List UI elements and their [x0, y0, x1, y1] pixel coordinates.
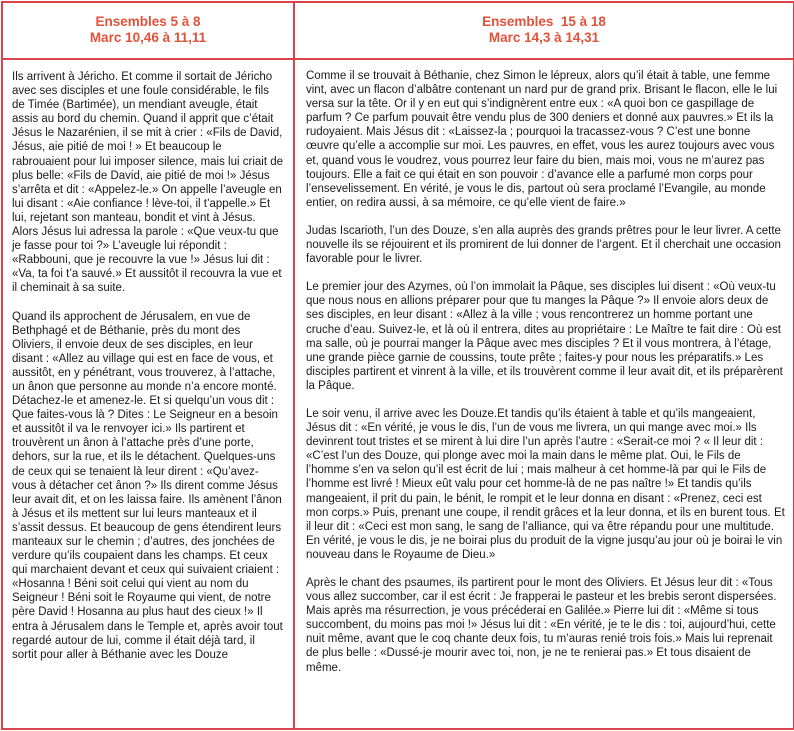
right-paragraph-mount-olives: Après le chant des psaumes, ils partirent pour le mont des Oliviers. Et Jésus leur dit : «Tous vous allez succomber, car il est écrit : Je frapperai le pasteur et les brebis seront dispersées. Mais après ma résurrection, je vous précéderai en Galilée.» Pierre lui dit : «Même si tous succombent, du moins pas moi !» Jésus lui dit : «En vérité, je te le dis : toi, aujourd’hui, cette nuit même, avant que le coq chante deux fois, tu m’auras renié trois fois.» Mais lui reprenait de plus belle : «Dussé-je mourir avec toi, non, je ne te renierai pas.» Et tous disaient de même.	[306, 577, 777, 674]
left-paragraph-entry-jerusalem: Quand ils approchent de Jérusalem, en vue de Bethphagé et de Béthanie, près du mont des Oliviers, il envoie deux de ses disciples, en leur disant : «Allez au village qui est en face de vous, et aussitôt, en y pénétrant, vous trouverez, à l’attache, un ânon que personne au monde n’a encore monté. Détachez-le et amenez-le. Et si quelqu’un vous dit : Que faites-vous là ? Dites : Le Seigneur en a besoin et aussitôt il va le renvoyer ici.» Ils partirent et trouvèrent un ânon à l’attache près d’une porte, dehors, sur la rue, et ils le détachent. Quelques-uns de ceux qui se tenaient là leur dirent : «Qu’avez-vous à détacher cet ânon ?» Ils dirent comme Jésus leur avait dit, et on les laissa faire. Ils amènent l’ânon à Jésus et ils mettent sur lui leurs manteaux et il s’assit dessus. Et beaucoup de gens étendirent leurs manteaux sur le chemin ; d’autres, des jonchées de verdure qu’ils coupaient dans les champs. Et ceux qui marchaient devant et ceux qui suivaient criaient : «Hosanna ! Béni soit celui qui vient au nom du Seigneur ! Béni soit le Royaume qui vient, de notre père David ! Hosanna au plus haut des cieux !» Il entra à Jérusalem dans le Temple et, après avoir tout regardé autour de lui, comme il était déjà tard, il sortit pour aller à Béthanie avec les Douze	[12, 310, 283, 661]
right-paragraph-judas: Judas Iscarioth, l’un des Douze, s’en alla auprès des grands prêtres pour le leur livrer. A cette nouvelle ils se réjouirent et ils promirent de lui donner de l’argent. Et il cherchait une occasion favorable pour le livrer.	[306, 224, 781, 266]
left-heading-reference: Marc 10,46 à 11,11	[89, 30, 207, 45]
right-paragraph-last-supper: Le soir venu, il arrive avec les Douze.Et tandis qu’ils étaient à table et qu’ils mangeaient, Jésus dit : «En vérité, je vous le dis, l’un de vous me livrera, un qui mange avec moi.» Ils devinrent tout tristes et se mirent à lui dire l’un après l’autre : «Serait-ce moi ? « Il leur dit : «C’est l’un des Douze, qui plonge avec moi la main dans le même plat. Oui, le Fils de l’homme s’en va selon qu’il est écrit de lui ; mais malheur à cet homme-là par qui le Fils de l’homme est livré ! Mieux eût valu pour cet homme-là de ne pas naître !» Et tandis qu’ils mangeaient, il prit du pain, le bénit, le rompit et le leur donna en disant : «Prenez, ceci est mon corps.» Puis, prenant une coupe, il rendit grâces et la leur donna, et ils en burent tous. Et il leur dit : «Ceci est mon sang, le sang de l’alliance, qui va être répandu pour une multitude. En vérité, je vous le dis, je ne boirai plus du produit de la vigne jusqu’au jour où je boirai le vin nouveau dans le Royaume de Dieu.»	[306, 407, 785, 561]
left-heading-cell	[2, 2, 294, 59]
left-heading-title: Ensembles 5 à 8	[95, 14, 201, 29]
left-paragraph-jericho: Ils arrivent à Jéricho. Et comme il sortait de Jéricho avec ses disciples et une foule considérable, le fils de Timée (Bartimée), un mendiant aveugle, était assis au bord du chemin. Quand il apprit que c’était Jésus le Nazarénien, il se mit à crier : «Fils de David, Jésus, aie pitié de moi ! » Et beaucoup le rabrouaient pour lui imposer silence, mais lui criait de plus belle: «Fils de David, aie pitié de moi !» Jésus s’arrêta et dit : «Appelez-le.» On appelle l’aveugle en lui disant : «Aie confiance ! lève-toi, il t’appelle.» Et lui, rejetant son manteau, bondit et vint à Jésus. Alors Jésus lui adressa la parole : «Que veux-tu que je fasse pour toi ?» L’aveugle lui répondit : «Rabbouni, que je recouvre la vue !» Jésus lui dit : «Va, ta foi t’a sauvé.» Et aussitôt il recouvra la vue et il cheminait à sa suite.	[12, 71, 284, 295]
right-text-cell	[294, 59, 794, 729]
right-heading-title: Ensembles 15 à 18	[482, 14, 606, 29]
right-paragraph-passover-preparation: Le premier jour des Azymes, où l’on immolait la Pâque, ses disciples lui disent : «Où veux-tu que nous nous en allions préparer pour que tu manges la Pâque ?» Il envoie alors deux de ses disciples, en leur disant : «Allez à la ville ; vous rencontrerez un homme portant une cruche d’eau. Suivez-le, et là où il entrera, dites au propriétaire : Le Maître te fait dire : Où est ma salle, où je pourrai manger la Pâque avec mes disciples ? Et il vous montrera, à l’étage, une grande pièce garnie de coussins, toute prête ; faites-y pour nous les préparatifs.» Les disciples partirent et vinrent à la ville, et ils trouvèrent comme il leur avait dit, et ils préparèrent la Pâque.	[306, 281, 783, 392]
right-heading-reference: Marc 14,3 à 14,31	[488, 30, 600, 45]
gospel-comparison-table	[1, 1, 794, 730]
right-paragraph-anointing: Comme il se trouvait à Béthanie, chez Simon le lépreux, alors qu’il était à table, une femme vint, avec un flacon d’albâtre contenant un nard pur de grand prix. Brisant le flacon, elle le lui versa sur la tête. Or il y en eut qui s’indignèrent entre eux : «A quoi bon ce gaspillage de parfum ? Ce parfum pouvait être vendu plus de 300 deniers et donné aux pauvres.» Et ils la rudoyaient. Mais Jésus dit : «Laissez-la ; pourquoi la tracassez-vous ? C’est une bonne œuvre qu’elle a accomplie sur moi. Les pauvres, en effet, vous les aurez toujours avec vous et, quand vous le voudrez, vous pourrez leur faire du bien, mais moi, vous ne m’aurez pas toujours. Elle a fait ce qui était en son pouvoir : d’avance elle a parfumé mon corps pour l’ensevelissement. En vérité, je vous le dis, partout où sera proclamé l’Evangile, au monde entier, on redira aussi, à sa mémoire, ce qu’elle vient de faire.»	[306, 70, 778, 209]
right-heading-cell	[294, 2, 794, 59]
header-row	[2, 2, 794, 59]
body-row	[2, 59, 794, 729]
left-text-cell	[2, 59, 294, 729]
